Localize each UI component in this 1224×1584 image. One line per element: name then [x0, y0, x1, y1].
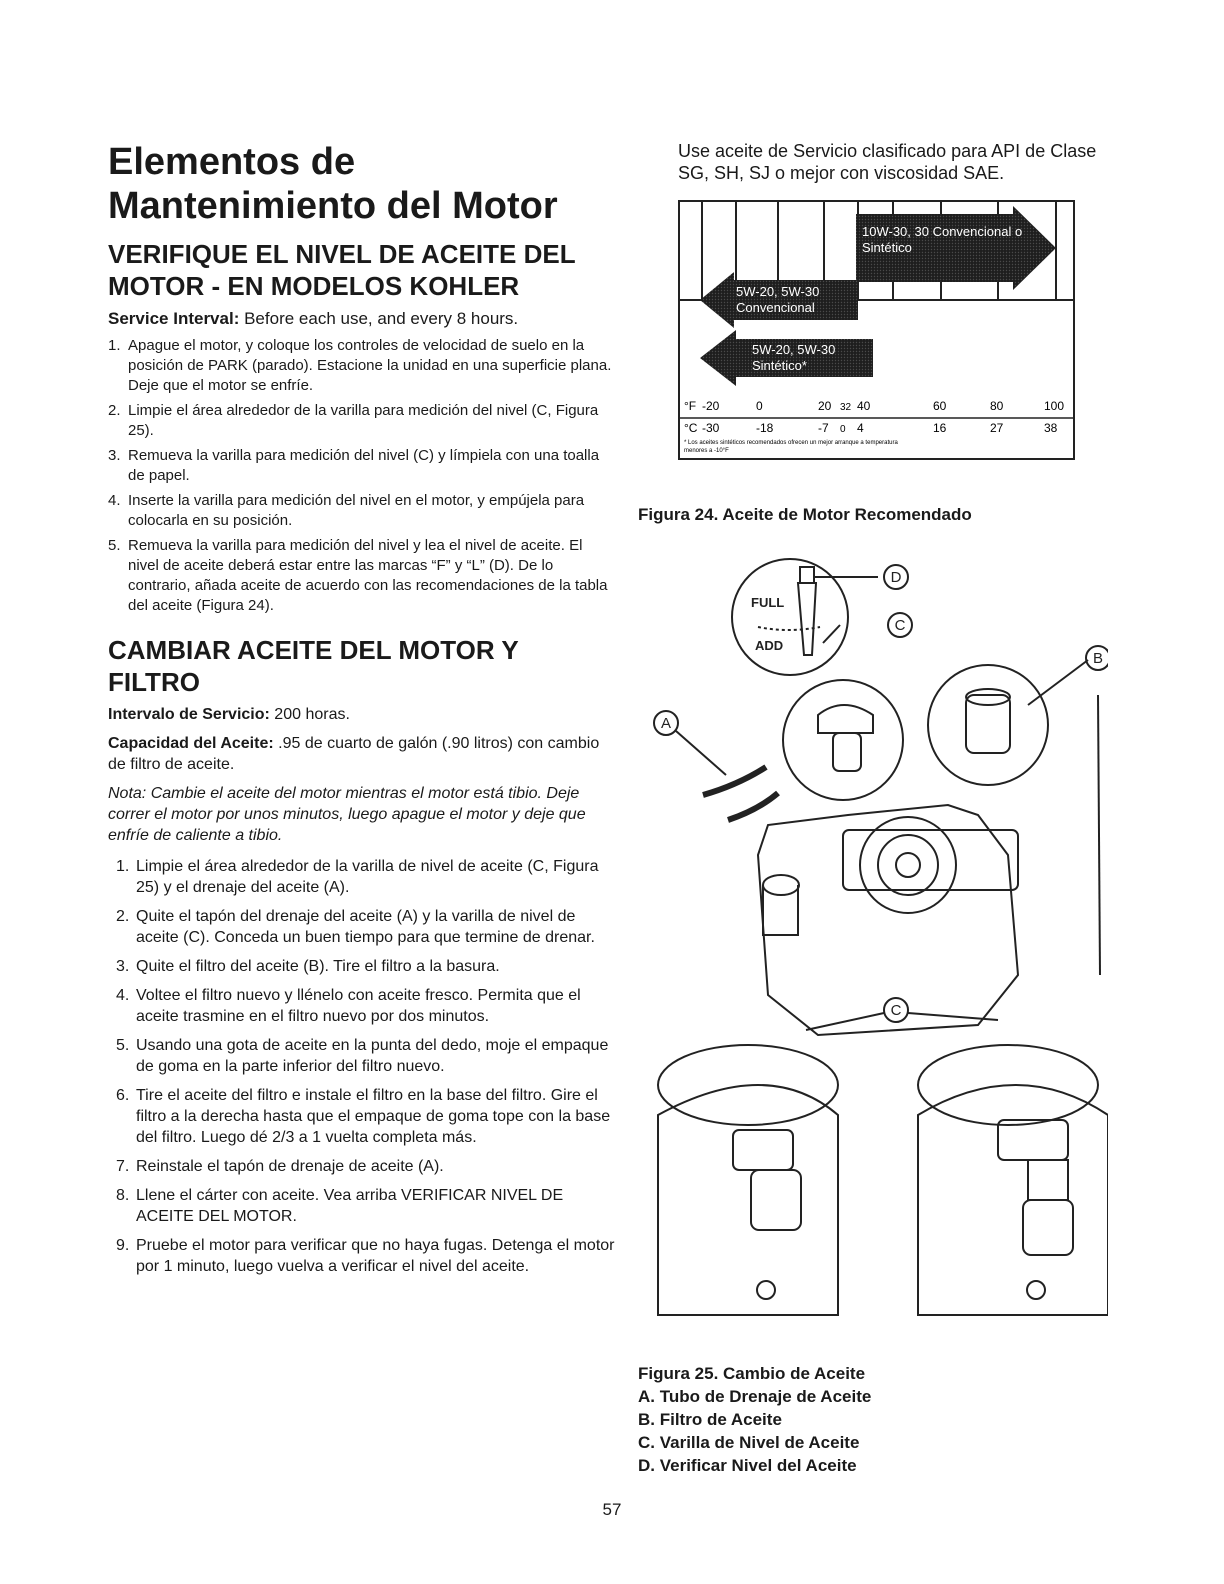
- page-number: 57: [602, 1500, 622, 1519]
- oil-capacity-value: .95 de cuarto de galón (.90 litros) con cambio de filtro de aceite.: [108, 735, 600, 773]
- arrow1-label-line2: Sintético: [862, 240, 912, 255]
- chart-footnote-line2: menores a -10°F: [684, 448, 729, 454]
- figure-25-legend: [638, 1362, 871, 1477]
- f-tick: 32: [840, 402, 852, 413]
- f-tick: 80: [990, 399, 1004, 413]
- label-c-top: C: [894, 617, 906, 634]
- list-item: 1. Limpie el área alrededor de la varilla de nivel de aceite (C, Figura 25) y el drenaje del aceite (A).: [116, 858, 599, 896]
- engine-lower-left: [658, 1085, 838, 1315]
- c-tick: 0: [840, 424, 846, 435]
- list-item: 3. Remueva la varilla para medición del nivel (C) y límpiela con una toalla de papel.: [108, 447, 600, 484]
- list-item: 4. Voltee el filtro nuevo y llénelo con aceite fresco. Permita que el aceite trasmine en el filtro nuevo por dos minutos.: [116, 987, 581, 1025]
- right-column: [638, 140, 1108, 196]
- legend-item: B. Filtro de Aceite: [638, 1410, 782, 1429]
- section-heading-check-oil: VERIFIQUE EL NIVEL DE ACEITE DEL MOTOR - EN MODELOS KOHLER: [108, 239, 576, 301]
- dipstick-cap: [800, 567, 814, 583]
- f-tick: 40: [857, 399, 871, 413]
- dipstick-full-label: FULL: [751, 595, 785, 610]
- arrow3-label-line2: Sintético*: [752, 358, 807, 373]
- arrow1-label-line1: 10W-30, 30 Convencional o: [862, 224, 1023, 239]
- label-a: A: [660, 715, 672, 732]
- left-column: [108, 140, 616, 1285]
- chart-footnote-line1: * Los aceites sintéticos recomendados ofrecen un mejor arranque a temperatura: [684, 440, 898, 446]
- c-tick: 38: [1044, 421, 1058, 435]
- label-d: D: [890, 569, 902, 586]
- f-tick: 0: [756, 399, 763, 413]
- c-tick: 27: [990, 421, 1004, 435]
- arrow3-label-line1: 5W-20, 5W-30: [752, 342, 836, 357]
- oil-capacity: [108, 733, 616, 775]
- list-item: 6. Tire el aceite del filtro e instale el filtro en la base del filtro. Gire el filtro a la derecha hasta que el empaque de goma tope con la base del filtro. Luego dé 2/3 a 1 vuelta completa más.: [116, 1087, 611, 1146]
- c-tick: -18: [756, 421, 774, 435]
- f-tick: 20: [818, 399, 832, 413]
- celsius-label: °C: [684, 421, 698, 435]
- list-item: 2. Quite el tapón del drenaje del aceite (A) y la varilla de nivel de aceite (C). Conceda un buen tiempo para que termine de drenar.: [116, 908, 595, 946]
- c-tick: -30: [702, 421, 720, 435]
- list-item: 5. Usando una gota de aceite en la punta del dedo, moje el empaque de goma en la parte inferior del filtro nuevo.: [116, 1037, 609, 1075]
- list-item: 5. Remueva la varilla para medición del nivel y lea el nivel de aceite. El nivel de aceite deberá estar entre las marcas “F” y “L” (D). De lo contrario, añada aceite de acuerdo con las recomendaciones de la tabla del aceite (Figura 24).: [108, 537, 608, 614]
- note: Nota: Cambie el aceite del motor mientras el motor está tibio. Deje correr el motor por unos minutos, luego apague el motor y deje que enfríe de caliente a tibio.: [108, 785, 586, 844]
- change-oil-steps: [108, 856, 616, 1277]
- arrow2-label-line1: 5W-20, 5W-30: [736, 284, 820, 299]
- filter-detail-circle: [928, 665, 1048, 785]
- oil-intro: Use aceite de Servicio clasificado para API de Clase SG, SH, SJ o mejor con viscosidad SAE.: [678, 141, 1097, 183]
- c-tick: 4: [857, 421, 864, 435]
- service-interval-label: Service Interval:: [108, 309, 240, 328]
- change-interval-value: 200 horas.: [274, 706, 350, 723]
- list-item: 3. Quite el filtro del aceite (B). Tire el filtro a la basura.: [116, 958, 500, 975]
- f-tick: 100: [1044, 399, 1065, 413]
- section-heading-change-oil: CAMBIAR ACEITE DEL MOTOR Y FILTRO: [108, 635, 519, 697]
- list-item: 2. Limpie el área alrededor de la varilla para medición del nivel (C, Figura 25).: [108, 402, 599, 439]
- legend-item: A. Tubo de Drenaje de Aceite: [638, 1387, 872, 1406]
- list-item: 8. Llene el cárter con aceite. Vea arriba VERIFICAR NIVEL DE ACEITE DEL MOTOR.: [116, 1187, 564, 1225]
- c-tick: 16: [933, 421, 947, 435]
- change-interval-label: Intervalo de Servicio:: [108, 706, 270, 723]
- label-b: B: [1092, 650, 1104, 667]
- list-item: 7. Reinstale el tapón de drenaje de aceite (A).: [116, 1158, 444, 1175]
- change-interval: [108, 704, 616, 725]
- f-tick: 60: [933, 399, 947, 413]
- list-item: 9. Pruebe el motor para verificar que no haya fugas. Detenga el motor por 1 minuto, luego vuelva a verificar el nivel del aceite.: [116, 1237, 615, 1275]
- engine-fan: [860, 817, 956, 913]
- service-interval: [108, 308, 616, 330]
- check-oil-steps: [108, 336, 616, 616]
- service-interval-value: Before each use, and every 8 hours.: [244, 309, 519, 328]
- list-item: 1. Apague el motor, y coloque los controles de velocidad de suelo en la posición de PARK (parado). Estacione la unidad en una superficie plana. Deje que el motor se enfríe.: [108, 337, 612, 394]
- figure-24-caption: Figura 24. Aceite de Motor Recomendado: [638, 505, 972, 524]
- list-item: 4. Inserte la varilla para medición del nivel en el motor, y empújela para colocarla en su posición.: [108, 492, 585, 529]
- page-title: Elementos de Mantenimiento del Motor: [108, 141, 558, 227]
- label-c-bottom: C: [890, 1002, 902, 1019]
- dipstick-add-label: ADD: [755, 638, 784, 653]
- oil-change-illustration: [648, 555, 1108, 1355]
- legend-item: D. Verificar Nivel del Aceite: [638, 1456, 857, 1475]
- legend-item: C. Varilla de Nivel de Aceite: [638, 1433, 860, 1452]
- dipstick-shaft: [798, 583, 816, 655]
- oil-viscosity-chart: [678, 200, 1075, 460]
- filler-detail-circle: [783, 680, 903, 800]
- c-tick: -7: [818, 421, 829, 435]
- f-tick: -20: [702, 399, 720, 413]
- fahrenheit-label: °F: [684, 399, 697, 413]
- arrow2-label-line2: Convencional: [736, 300, 815, 315]
- figure-25-caption: Figura 25. Cambio de Aceite: [638, 1364, 866, 1383]
- oil-capacity-label: Capacidad del Aceite:: [108, 735, 274, 752]
